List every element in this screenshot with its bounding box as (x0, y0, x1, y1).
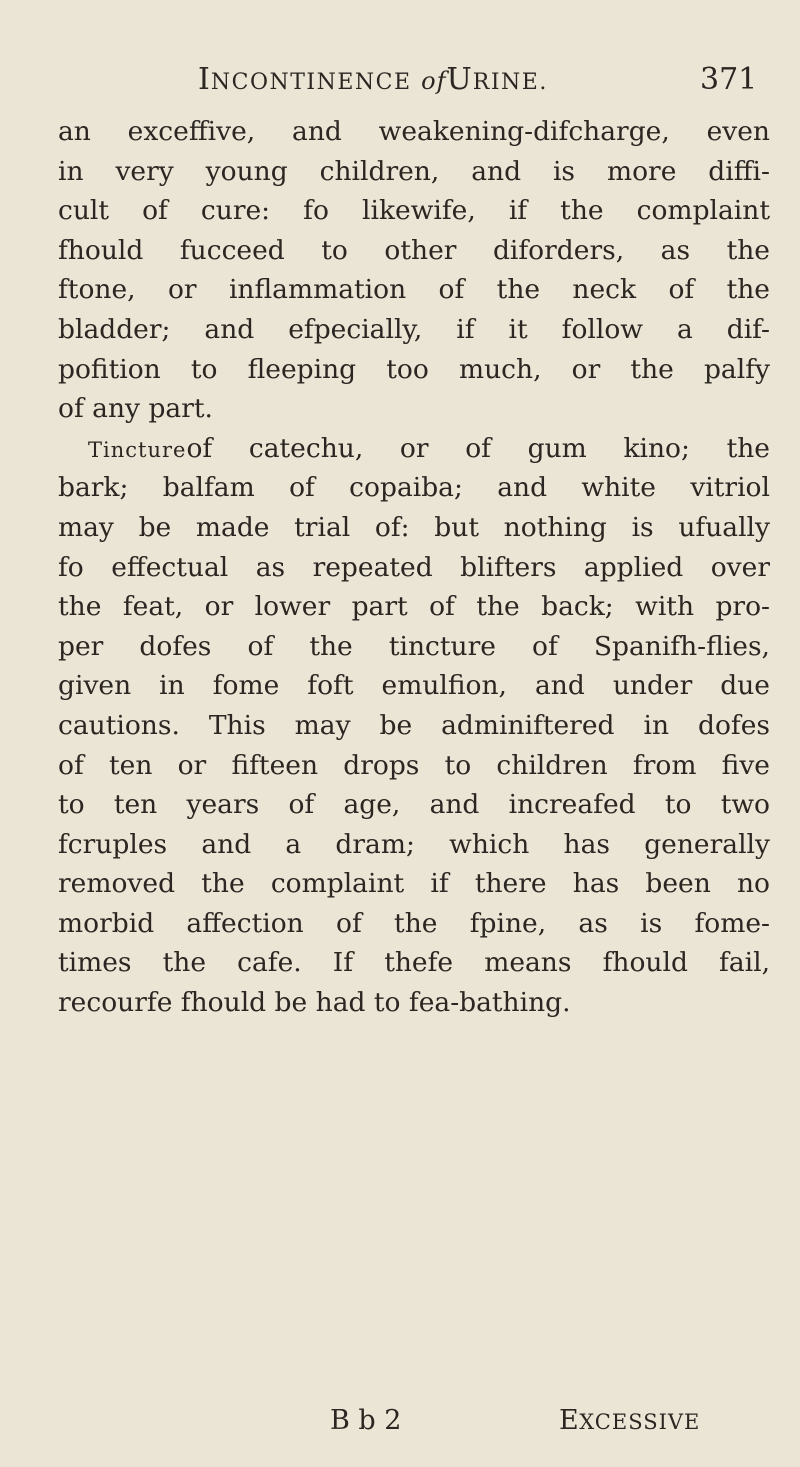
running-head-initial-2: U (446, 62, 473, 97)
running-head-of: of (421, 67, 447, 95)
text-line: removed the complaint if there has been no (58, 868, 770, 900)
running-head-word-1: NCONTINENCE (210, 70, 412, 95)
text-line: of any part. (58, 393, 213, 425)
text-line: to ten years of age, and increafed to two (58, 789, 770, 821)
text-line: ftone, or inflammation of the neck of the (58, 274, 770, 306)
text-line: an exceffive, and weakening-difcharge, even (58, 116, 770, 147)
text-line: the feat, or lower part of the back; with pro- (58, 591, 770, 623)
text-line: recourfe fhould be had to fea-bathing. (58, 987, 571, 1019)
body-text (58, 112, 770, 1023)
text-line: per dofes of the tincture of Spanifh-flies, (58, 630, 770, 662)
catchword-rest: XCESSIVE (579, 1410, 701, 1434)
running-head-initial-1: I (198, 62, 211, 97)
text-line: cult of cure: fo likewife, if the complaint (58, 195, 770, 227)
text-line: times the cafe. If thefe means fhould fail, (58, 947, 770, 979)
text-line: fhould fucceed to other diforders, as the (58, 234, 770, 266)
paragraph-first-line (58, 429, 770, 469)
running-head-word-2: RINE. (472, 70, 548, 95)
catchword-initial: E (559, 1405, 580, 1436)
smallcaps-word: Tincture (88, 437, 187, 462)
text-line: pofition to fleeping too much, or the palfy (58, 353, 770, 385)
text-line: cautions. This may be adminiftered in dofes (58, 709, 770, 741)
text-line: morbid affection of the fpine, as is fome- (58, 907, 770, 939)
text-line: given in fome foft emulfion, and under due (58, 670, 770, 702)
text-line: bladder; and efpecially, if it follow a dif- (58, 313, 770, 345)
page-number: 371 (700, 62, 758, 97)
signature-mark: B b 2 (330, 1405, 402, 1436)
footer-catchline (0, 1405, 800, 1441)
text-line: in very young children, and is more diffi- (58, 155, 770, 187)
text-line: may be made trial of: but nothing is ufually (58, 511, 770, 543)
text-line: fo effectual as repeated blifters applied over (58, 551, 770, 583)
text-line: fcruples and a dram; which has generally (58, 828, 770, 860)
first-line-rest: of catechu, or of gum kino; the (186, 432, 770, 464)
running-head (198, 62, 548, 97)
text-line: of ten or fifteen drops to children from five (58, 749, 770, 781)
text-line: bark; balfam of copaiba; and white vitriol (58, 472, 770, 504)
catchword (559, 1405, 700, 1436)
